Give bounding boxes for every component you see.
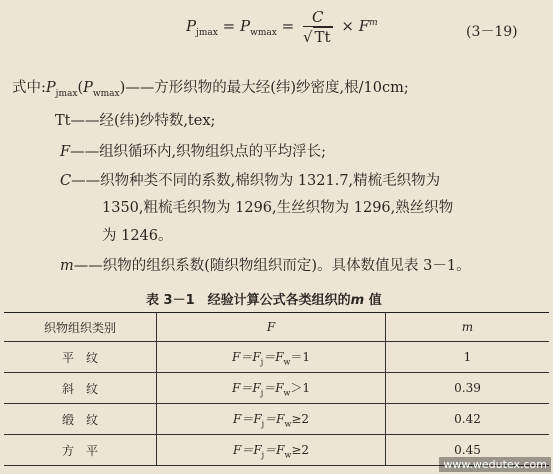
def-c-line1: [60, 169, 440, 190]
cell-m: 0.42: [385, 404, 549, 435]
def-f-symbol: F: [60, 144, 71, 160]
cell-f-main: F＝F: [233, 442, 262, 457]
caption-suffix: 值: [364, 293, 382, 308]
formula-lhs: P: [186, 17, 197, 35]
formula-3-19: [186, 8, 378, 50]
def-p-text: ——方形织物的最大经(纬)纱密度,根/10cm;: [125, 80, 409, 96]
def-p-sub2: wmax: [92, 88, 120, 99]
header-f: F: [157, 313, 386, 342]
def-c-line3: 为 1246。: [102, 228, 173, 244]
def-p-sub1: jmax: [55, 88, 78, 99]
cell-type: 方 平: [4, 435, 157, 466]
def-p: 式中$:P_{jmax}(P_{wmax})——$方形织物的最大经(纬)纱密度,根/10cm;: [12, 80, 409, 99]
formula-fraction: [303, 8, 333, 46]
formula-rhs-sup: m: [369, 18, 378, 28]
def-intro: 式中:: [12, 80, 46, 96]
def-c-text-1: ——织物种类不同的系数,棉织物为 1321.7,精梳毛织物为: [71, 173, 441, 189]
cell-f-main: F＝F: [233, 411, 262, 426]
cell-type: 平 纹: [4, 342, 157, 373]
cell-f-rel: ＝F: [264, 442, 285, 457]
cell-f-rel: ＝F: [263, 349, 284, 364]
def-p-symbol: P: [45, 80, 56, 96]
cell-m: 0.39: [385, 373, 549, 404]
cell-f-rel: ＝F: [263, 380, 284, 395]
formula-numerator: C: [303, 8, 333, 27]
equation-number: (3－19): [466, 24, 518, 40]
cell-f-tail: ＞1: [290, 380, 311, 395]
formula-mid: P: [240, 17, 251, 35]
caption-symbol: m: [350, 293, 365, 308]
header-type: 织物组织类别: [4, 313, 157, 342]
formula-rhs: F: [358, 17, 370, 35]
def-c-line2: 1350,粗梳毛织物为 1296,生丝织物为 1296,熟丝织物: [102, 200, 454, 216]
def-p-symbol-2: P: [83, 80, 93, 96]
cell-f-tail: ＝1: [290, 349, 311, 364]
cell-m: 1: [385, 342, 549, 373]
cell-type: 斜 纹: [4, 373, 157, 404]
header-m: m: [385, 313, 549, 342]
formula-mid-sub: wmax: [250, 28, 277, 38]
def-f: [60, 140, 326, 161]
def-m-symbol: m: [60, 258, 74, 274]
table-row: [4, 404, 549, 435]
cell-f: $F=F_j=F_w>1$: [157, 373, 386, 404]
formula-denominator: √ Tt: [302, 28, 331, 46]
formula-denominator-text: Tt: [314, 28, 331, 46]
def-tt: [55, 109, 215, 130]
def-m-text: ——织物的组织系数(随织物组织而定)。具体数值见表 3－1。: [73, 258, 471, 274]
def-tt-symbol: Tt: [55, 113, 71, 129]
table-row: [4, 373, 549, 404]
cell-f-tail: ≥2: [291, 411, 310, 426]
def-m: [60, 254, 471, 275]
formula-lhs-sub: jmax: [196, 28, 218, 38]
formula-equals-1: =: [222, 17, 236, 35]
cell-f-rel: ＝F: [264, 411, 285, 426]
cell-m: 0.45: [385, 435, 549, 466]
table-row: [4, 342, 549, 373]
cell-f-main: F＝F: [232, 349, 261, 364]
formula-equals-2: =: [281, 17, 295, 35]
cell-f: $F=F_j=F_w\ge 2$: [157, 404, 386, 435]
cell-f: $F=F_j=F_w=1$: [157, 342, 386, 373]
cell-type: 缎 纹: [4, 404, 157, 435]
table-caption: [146, 289, 382, 308]
caption-prefix: 表 3－1 经验计算公式各类组织的: [146, 293, 351, 308]
def-f-text: ——组织循环内,织物组织点的平均浮长;: [70, 144, 327, 160]
def-tt-text: ——经(纬)纱特数,tex;: [70, 113, 216, 129]
def-c-symbol: C: [60, 173, 72, 189]
table-header-row: [4, 313, 549, 342]
cell-f: $F=F_j=F_w\ge 2$: [157, 435, 386, 466]
watermark: www.wedutex.com: [439, 457, 551, 472]
table-3-1: [4, 312, 549, 466]
formula-times: ×: [341, 17, 354, 35]
cell-f-tail: ≥2: [291, 442, 310, 457]
cell-f-main: F＝F: [232, 380, 261, 395]
